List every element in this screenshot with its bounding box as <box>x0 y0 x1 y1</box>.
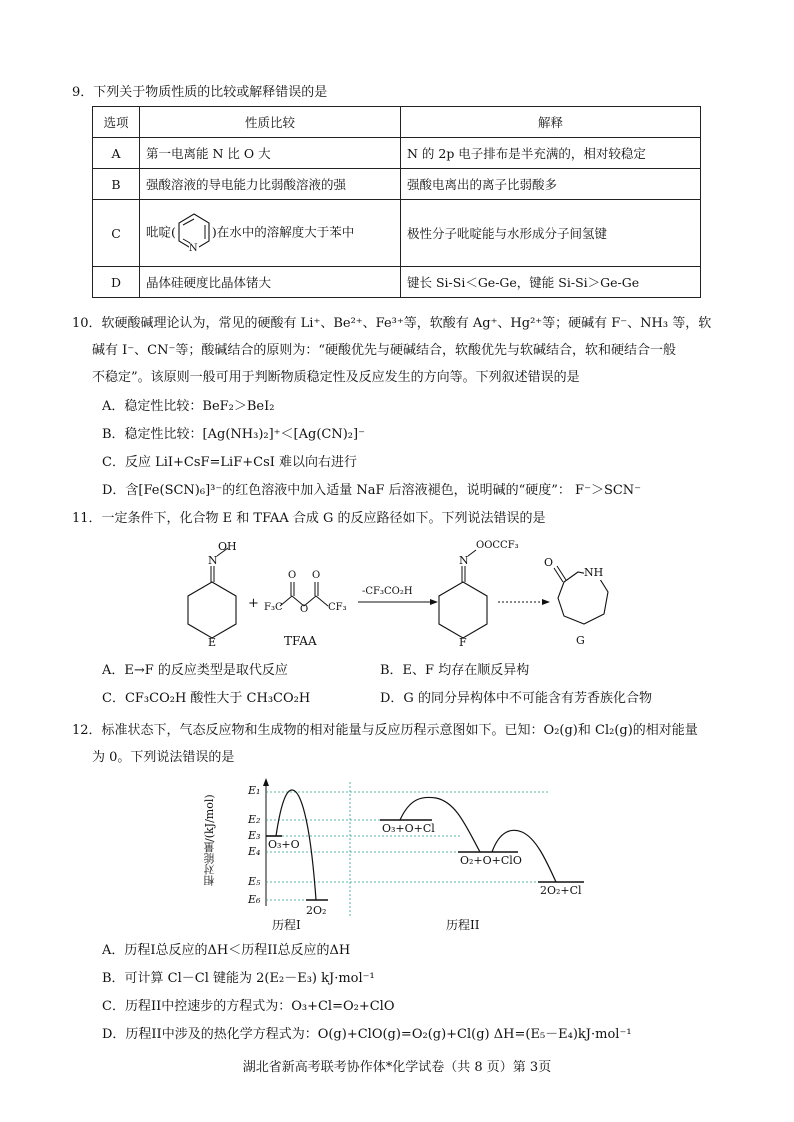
option-cell: B <box>93 169 140 200</box>
explanation-cell: N 的 2p 电子排布是半充满的，相对较稳定 <box>401 138 701 169</box>
f-label: F <box>459 636 467 649</box>
tfaa-right-group: CF₃ <box>328 602 347 613</box>
header-option: 选项 <box>93 107 140 138</box>
property-cell: 第一电离能 N 比 O 大 <box>140 138 401 169</box>
tfaa-carbonyl-o: O <box>288 570 297 581</box>
tfaa-bridge-o: O <box>300 604 309 615</box>
species-2o2: 2O₂ <box>306 904 327 917</box>
tfaa-left-group: F₃C <box>264 602 283 613</box>
energy-diagram <box>200 776 600 936</box>
q12-stem-line1: 12．标准状态下，气态反应物和生成物的相对能量与反应历程示意图如下。已知：O₂(g)和 Cl₂(g)的相对能量 <box>72 723 698 738</box>
level-e1: E₁ <box>248 784 261 797</box>
tfaa-carbonyl-o: O <box>312 570 321 581</box>
property-cell <box>140 200 401 267</box>
option-cell: D <box>93 267 140 298</box>
explanation-cell: 极性分子吡啶能与水形成分子间氢键 <box>401 200 701 267</box>
pyridine-n-label: N <box>188 243 198 254</box>
pyridine-structure <box>176 210 212 256</box>
table-header-row <box>93 107 701 138</box>
g-nh-label: NH <box>584 566 604 579</box>
option-cell: A <box>93 138 140 169</box>
explanation-cell: 强酸电离出的离子比弱酸多 <box>401 169 701 200</box>
level-e4: E₄ <box>248 845 261 858</box>
q11-option-d: D．G 的同分异构体中不可能含有芳香族化合物 <box>380 691 652 706</box>
q11-stem: 11．一定条件下，化合物 E 和 TFAA 合成 G 的反应路径如下。下列说法错误的是 <box>72 511 546 526</box>
option-cell: C <box>93 200 140 267</box>
header-property: 性质比较 <box>140 107 401 138</box>
q12-stem-line2: 为 0。下列说法错误的是 <box>92 750 235 765</box>
q10-option-c: C．反应 LiI+CsF=LiF+CsI 难以向右进行 <box>102 455 358 470</box>
q10-stem-line1: 10．软硬酸碱理论认为，常见的硬酸有 Li⁺、Be²⁺、Fe³⁺等，软酸有 Ag⁺、Hg²⁺等；硬碱有 F⁻、NH₃ 等，软 <box>72 316 712 331</box>
species-2o2-cl: 2O₂+Cl <box>540 884 582 897</box>
q12-option-a: A．历程I总反应的ΔH＜历程II总反应的ΔH <box>102 943 351 958</box>
species-o3-o: O₃+O <box>268 838 300 851</box>
g-o-label: O <box>544 556 554 569</box>
q12-option-c: C．历程II中控速步的方程式为：O₃+Cl=O₂+ClO <box>102 999 395 1014</box>
path-ii-label: 历程II <box>446 918 480 932</box>
table-row <box>93 200 701 267</box>
q10-option-a: A．稳定性比较：BeF₂＞BeI₂ <box>102 399 275 414</box>
tfaa-label: TFAA <box>284 634 317 648</box>
e-oh-label: OH <box>218 540 237 553</box>
q12-option-b: B．可计算 Cl－Cl 键能为 2(E₂－E₃) kJ·mol⁻¹ <box>102 971 375 986</box>
q11-option-b: B．E、F 均存在顺反异构 <box>380 663 530 678</box>
q9-stem: 9．下列关于物质性质的比较或解释错误的是 <box>72 85 328 100</box>
e-label: E <box>208 636 217 649</box>
explanation-cell: 键长 Si-Si＜Ge-Ge，键能 Si-Si＞Ge-Ge <box>401 267 701 298</box>
level-e3: E₃ <box>248 829 261 842</box>
q12-option-d: D．历程II中涉及的热化学方程式为：O(g)+ClO(g)=O₂(g)+Cl(g) ΔH=(E₅－E₄)kJ·mol⁻¹ <box>102 1027 632 1042</box>
q10-stem-line2: 碱有 I⁻、CN⁻等；酸碱结合的原则为：“硬酸优先与硬碱结合，软酸优先与软碱结合，软和硬结合一般 <box>92 343 676 358</box>
header-explanation: 解释 <box>401 107 701 138</box>
level-e5: E₅ <box>248 875 261 888</box>
table-row <box>93 169 701 200</box>
plus-sign: + <box>248 596 259 611</box>
q10-option-d: D．含[Fe(SCN)₆]³⁻的红色溶液中加入适量 NaF 后溶液褪色，说明碱的“硬度”： F⁻＞SCN⁻ <box>102 483 642 498</box>
q11-reaction-scheme <box>180 538 620 650</box>
table-row <box>93 267 701 298</box>
species-o3-o-cl: O₃+O+Cl <box>382 822 435 835</box>
level-e6: E₆ <box>248 893 261 906</box>
e-n-label: N <box>208 554 218 567</box>
level-e2: E₂ <box>248 813 261 826</box>
property-cell: 强酸溶液的导电能力比弱酸溶液的强 <box>140 169 401 200</box>
q9-table <box>92 106 701 298</box>
table-row <box>93 138 701 169</box>
y-axis-label: 相对能量/(kJ/mol) <box>203 794 216 886</box>
q11-option-a: A．E→F 的反应类型是取代反应 <box>102 663 288 678</box>
species-o2-o-clo: O₂+O+ClO <box>460 854 522 867</box>
q10-option-b: B．稳定性比较：[Ag(NH₃)₂]⁺＜[Ag(CN)₂]⁻ <box>102 427 365 442</box>
q10-stem-line3: 不稳定”。该原则一般可用于判断物质稳定性及反应发生的方向等。下列叙述错误的是 <box>92 370 580 385</box>
f-n-label: N <box>459 554 469 567</box>
q11-option-c: C．CF₃CO₂H 酸性大于 CH₃CO₂H <box>102 691 311 706</box>
property-cell: 晶体硅硬度比晶体锗大 <box>140 267 401 298</box>
property-text-post: )在水中的溶解度大于苯中 <box>211 224 355 240</box>
property-text-pre: 吡啶( <box>146 224 176 240</box>
path-i-label: 历程I <box>272 918 301 932</box>
f-substituent: OOCCF₃ <box>476 540 519 551</box>
g-label: G <box>576 634 585 647</box>
page-footer: 湖北省新高考联考协作体*化学试卷（共 8 页）第 3页 <box>242 1060 552 1075</box>
arrow-condition: -CF₃CO₂H <box>362 586 413 597</box>
